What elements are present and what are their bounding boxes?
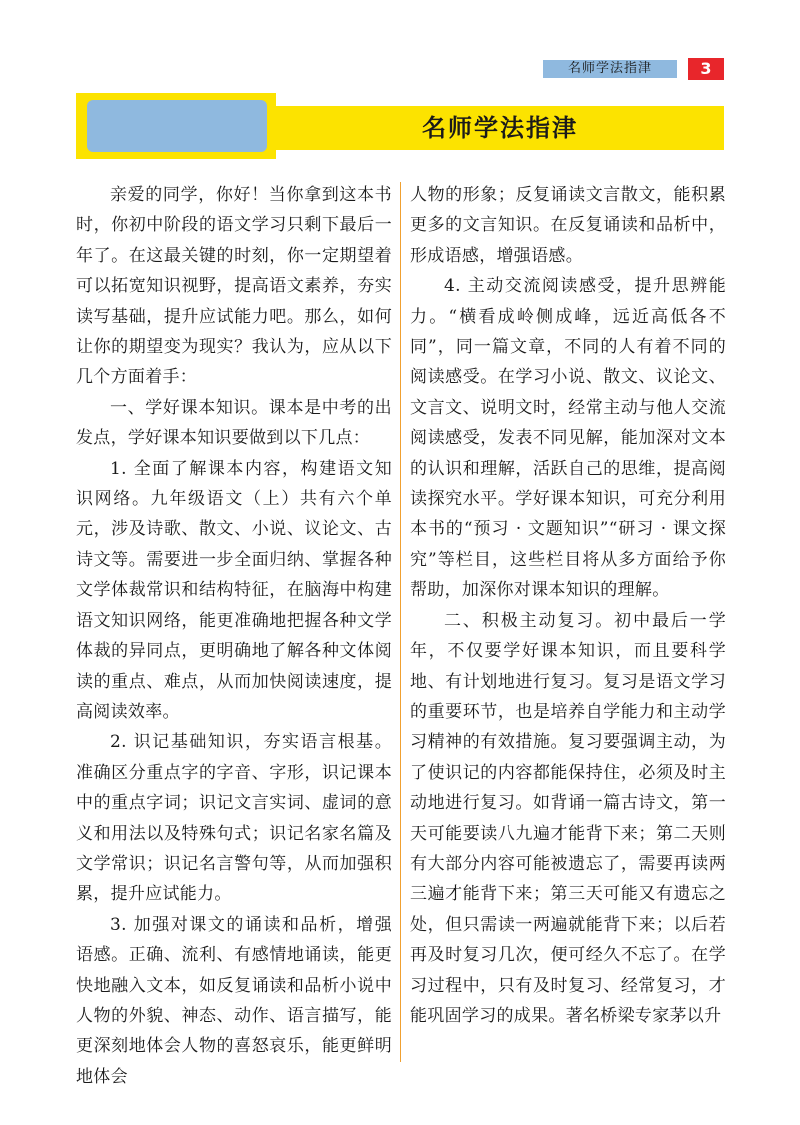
intro-paragraph: 亲爱的同学，你好！当你拿到这本书时，你初中阶段的语文学习只剩下最后一年了。在这最关键的时刻，你一定期望着可以拓宽知识视野，提高语文素养，夯实读写基础，提升应试能力吧。那么，如何让你的期望变为现实？我认为，应从以下几个方面着手： xyxy=(76,185,392,388)
right-text-column xyxy=(410,180,726,1031)
banner-blue-panel xyxy=(87,100,267,152)
point-three-paragraph: 3. 加强对课文的诵读和品析，增强语感。正确、流利、有感情地诵读，能更快地融入文本，如反复诵读和品析小说中人物的外貌、神态、动作、语言描写，能更深刻地体会人物的喜怒哀乐，能更鲜明地体会 xyxy=(76,914,392,1087)
left-text-column xyxy=(76,180,392,1092)
column-divider xyxy=(400,182,401,1062)
continued-paragraph: 人物的形象；反复诵读文言散文，能积累更多的文言知识。在反复诵读和品析中，形成语感，增强语感。 xyxy=(410,185,726,266)
point-one-paragraph: 1. 全面了解课本内容，构建语文知识网络。九年级语文（上）共有六个单元，涉及诗歌、散文、小说、议论文、古诗文等。需要进一步全面归纳、掌握各种文学体裁常识和结构特征，在脑海中构建语文知识网络，能更准确地把握各种文学体裁的异同点，更明确地了解各种文体阅读的重点、难点，从而加快阅读速度，提高阅读效率。 xyxy=(76,458,392,722)
point-four-paragraph: 4. 主动交流阅读感受，提升思辨能力。“横看成岭侧成峰，远近高低各不同”，同一篇文章，不同的人有着不同的阅读感受。在学习小说、散文、议论文、文言文、说明文时，经常主动与他人交流阅读感受，发表不同见解，能加深对文本的认识和理解，活跃自己的思维，提高阅读探究水平。学好课本知识，可充分利用本书的“预习 · 文题知识”“研习 · 课文探究”等栏目，这些栏目将从多方面给予你帮助，加深你对课本知识的理解。 xyxy=(410,276,726,601)
running-header-section-tag: 名师学法指津 xyxy=(543,60,677,78)
section-two-paragraph: 二、积极主动复习。初中最后一学年，不仅要学好课本知识，而且要科学地、有计划地进行复习。复习是语文学习的重要环节，也是培养自学能力和主动学习精神的有效措施。复习要强调主动，为了使识记的内容都能保持住，必须及时主动地进行复习。如背诵一篇古诗文，第一天可能要读八九遍才能背下来；第二天则有大部分内容可能被遗忘了，需要再读两三遍才能背下来；第三天可能又有遗忘之处，但只需读一两遍就能背下来；以后若再及时复习几次，便可经久不忘了。在学习过程中，只有及时复习、经常复习，才能巩固学习的成果。著名桥梁专家茅以升 xyxy=(410,610,726,1026)
page-number: 3 xyxy=(688,58,724,80)
section-one-paragraph: 一、学好课本知识。课本是中考的出发点，学好课本知识要做到以下几点： xyxy=(76,397,392,449)
point-two-paragraph: 2. 识记基础知识，夯实语言根基。准确区分重点字的字音、字形，识记课本中的重点字词；识记文言实词、虚词的意义和用法以及特殊句式；识记名家名篇及文学常识；识记名言警句等，从而加强积累，提升应试能力。 xyxy=(76,732,392,905)
page-title: 名师学法指津 xyxy=(422,114,578,142)
